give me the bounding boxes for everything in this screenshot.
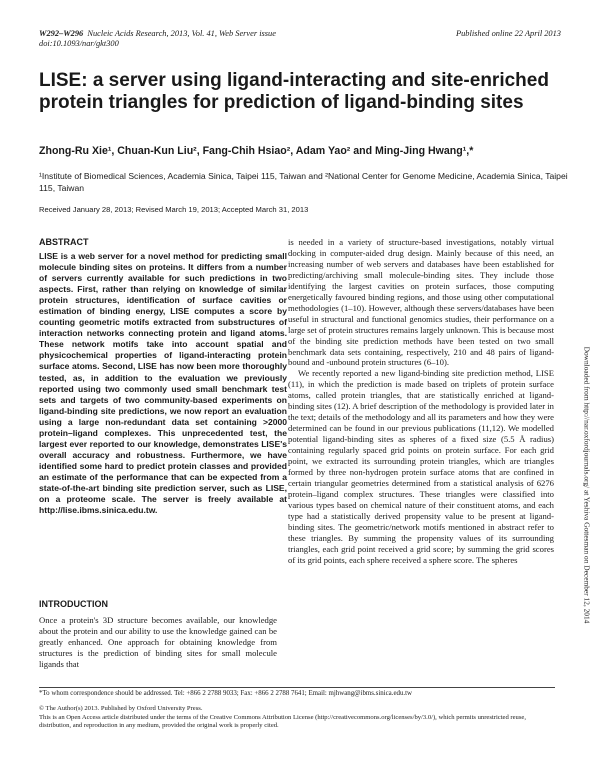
abstract-section <box>39 237 287 516</box>
abstract-heading: ABSTRACT <box>39 237 89 247</box>
affiliations: ¹Institute of Biomedical Sciences, Academia Sinica, Taipei 115, Taiwan and ²National Center for Genome Medicine, Academia Sinica, Taipei 115, Taiwan <box>39 171 568 193</box>
download-note: Downloaded from http://nar.oxfordjournals.org/ at Yeshiva Gottesman on December 12, 2014 <box>582 346 592 624</box>
introduction-text: Once a protein's 3D structure becomes available, our knowledge about the protein and our ability to use the knowledge gained can be greatly enhanced. One approach for obtaining knowledge from structures is the prediction of binding sites for small molecule ligands that <box>39 615 277 669</box>
introduction-heading: INTRODUCTION <box>39 599 108 609</box>
received-dates: Received January 28, 2013; Revised March 19, 2013; Accepted March 31, 2013 <box>39 205 309 214</box>
copyright-line: © The Author(s) 2013. Published by Oxford University Press. <box>39 705 203 712</box>
article-title: LISE: a server using ligand-interacting and site-enriched protein triangles for prediction of ligand-binding sites <box>39 70 549 113</box>
abstract-text: LISE is a web server for a novel method for predicting small molecule binding sites on proteins. It differs from a number of servers currently available for such predictions in two aspects. First, rather than relying on knowledge of similar protein structures, identification of surface cavities or estimation of binding energy, LISE computes a score by counting geometric motifs extracted from substructures of interaction networks connecting protein and ligand atoms. These network motifs take into account spatial and physicochemical properties of ligand-interacting protein surface atoms. Second, LISE has now been more thoroughly tested, as, in addition to the evaluation we previously reported using two commonly used small benchmark test sets and targets of two community-based experiments on ligand-binding site predictions, we now report an evaluation using a large non-redundant data set containing >2000 protein–ligand complexes. This unprecedented test, the largest ever reported to our knowledge, demonstrates LISE's overall accuracy and robustness. Furthermore, we have identified some hard to predict protein classes and provided an estimate of the performance that can be expected from a state-of-the-art binding site prediction server, such as LISE, on a proteome scale. The server is freely available at http://lise.ibms.sinica.edu.tw. <box>39 251 287 516</box>
publication-date: Published online 22 April 2013 <box>456 29 561 38</box>
body-paragraph-1: is needed in a variety of structure-based investigations, notably virtual docking in computer-aided drug design. Mainly because of this need, an increasing number of web servers and databases have been established for predicting/archiving small molecule-binding sites. They include those identifying the largest cavities on protein surfaces, those computing energetically favoured binding regions, and those using other computational methodologies (1–10). However, although these servers/databases have been useful in structural and functional genomics studies, their performance on a large set of protein structures remains largely unknown. This is because most of the binding site prediction methods have been tested on two small benchmark data sets containing, respectively, 210 and 48 pairs of ligand-bound and -unbound protein structures (6–10). <box>288 237 554 368</box>
body-paragraph-2: We recently reported a new ligand-binding site prediction method, LISE (11), in which the prediction is made based on triplets of protein surface atoms, called protein triangles, that are statistically enriched at ligand-binding sites (12). A brief description of the methodology is provided later in the text; details of the methodology and all its parameters and how they were determined can be found in our previous publications (11,12). We modelled potential ligand-binding sites as spheres of a fixed size (5.5 Å radius) containing regularly spaced grid points on protein surface. For each grid point, we extracted its surrounding protein triangles, which are triangles formed by three non-hydrogen protein surface atoms that are confined in certain triangular geometries determined from a statistical analysis of 6276 protein–ligand complex structures. These triangles were classified into various types based on chemical nature of their constituent atoms, and each type had a statistically derived propensity value to be present at ligand-binding sites. The geometric/network motifs mentioned in abstract refer to these triangles. By summing the propensity values of its surrounding triangles, each grid point received a grid score; by summing the grid scores of its grid points, each sphere received a sphere score. The spheres <box>288 368 554 565</box>
journal-citation: Nucleic Acids Research, 2013, Vol. 41, Web Server issue <box>87 29 276 38</box>
author-list: Zhong-Ru Xie¹, Chuan-Kun Liu², Fang-Chih Hsiao², Adam Yao² and Ming-Jing Hwang¹,* <box>39 145 474 157</box>
journal-pages: W292–W296 <box>39 29 84 38</box>
correspondence-footnote: *To whom correspondence should be addressed. Tel: +866 2 2788 9033; Fax: +866 2 2788 7641; Email: mjhwang@ibms.sinica.edu.tw <box>39 690 413 697</box>
footnote-divider <box>39 687 555 688</box>
right-column <box>288 237 554 566</box>
download-sidebar <box>580 240 594 730</box>
copyright-block <box>39 705 559 731</box>
journal-header <box>39 29 369 49</box>
license-text: This is an Open Access article distributed under the terms of the Creative Commons Attribution License (http://creativecommons.org/licenses/by/3.0/), which permits unrestricted reuse, distribution, and reproduction in any medium, provided the original work is properly cited. <box>39 713 526 730</box>
doi: doi:10.1093/nar/gkt300 <box>39 39 119 48</box>
